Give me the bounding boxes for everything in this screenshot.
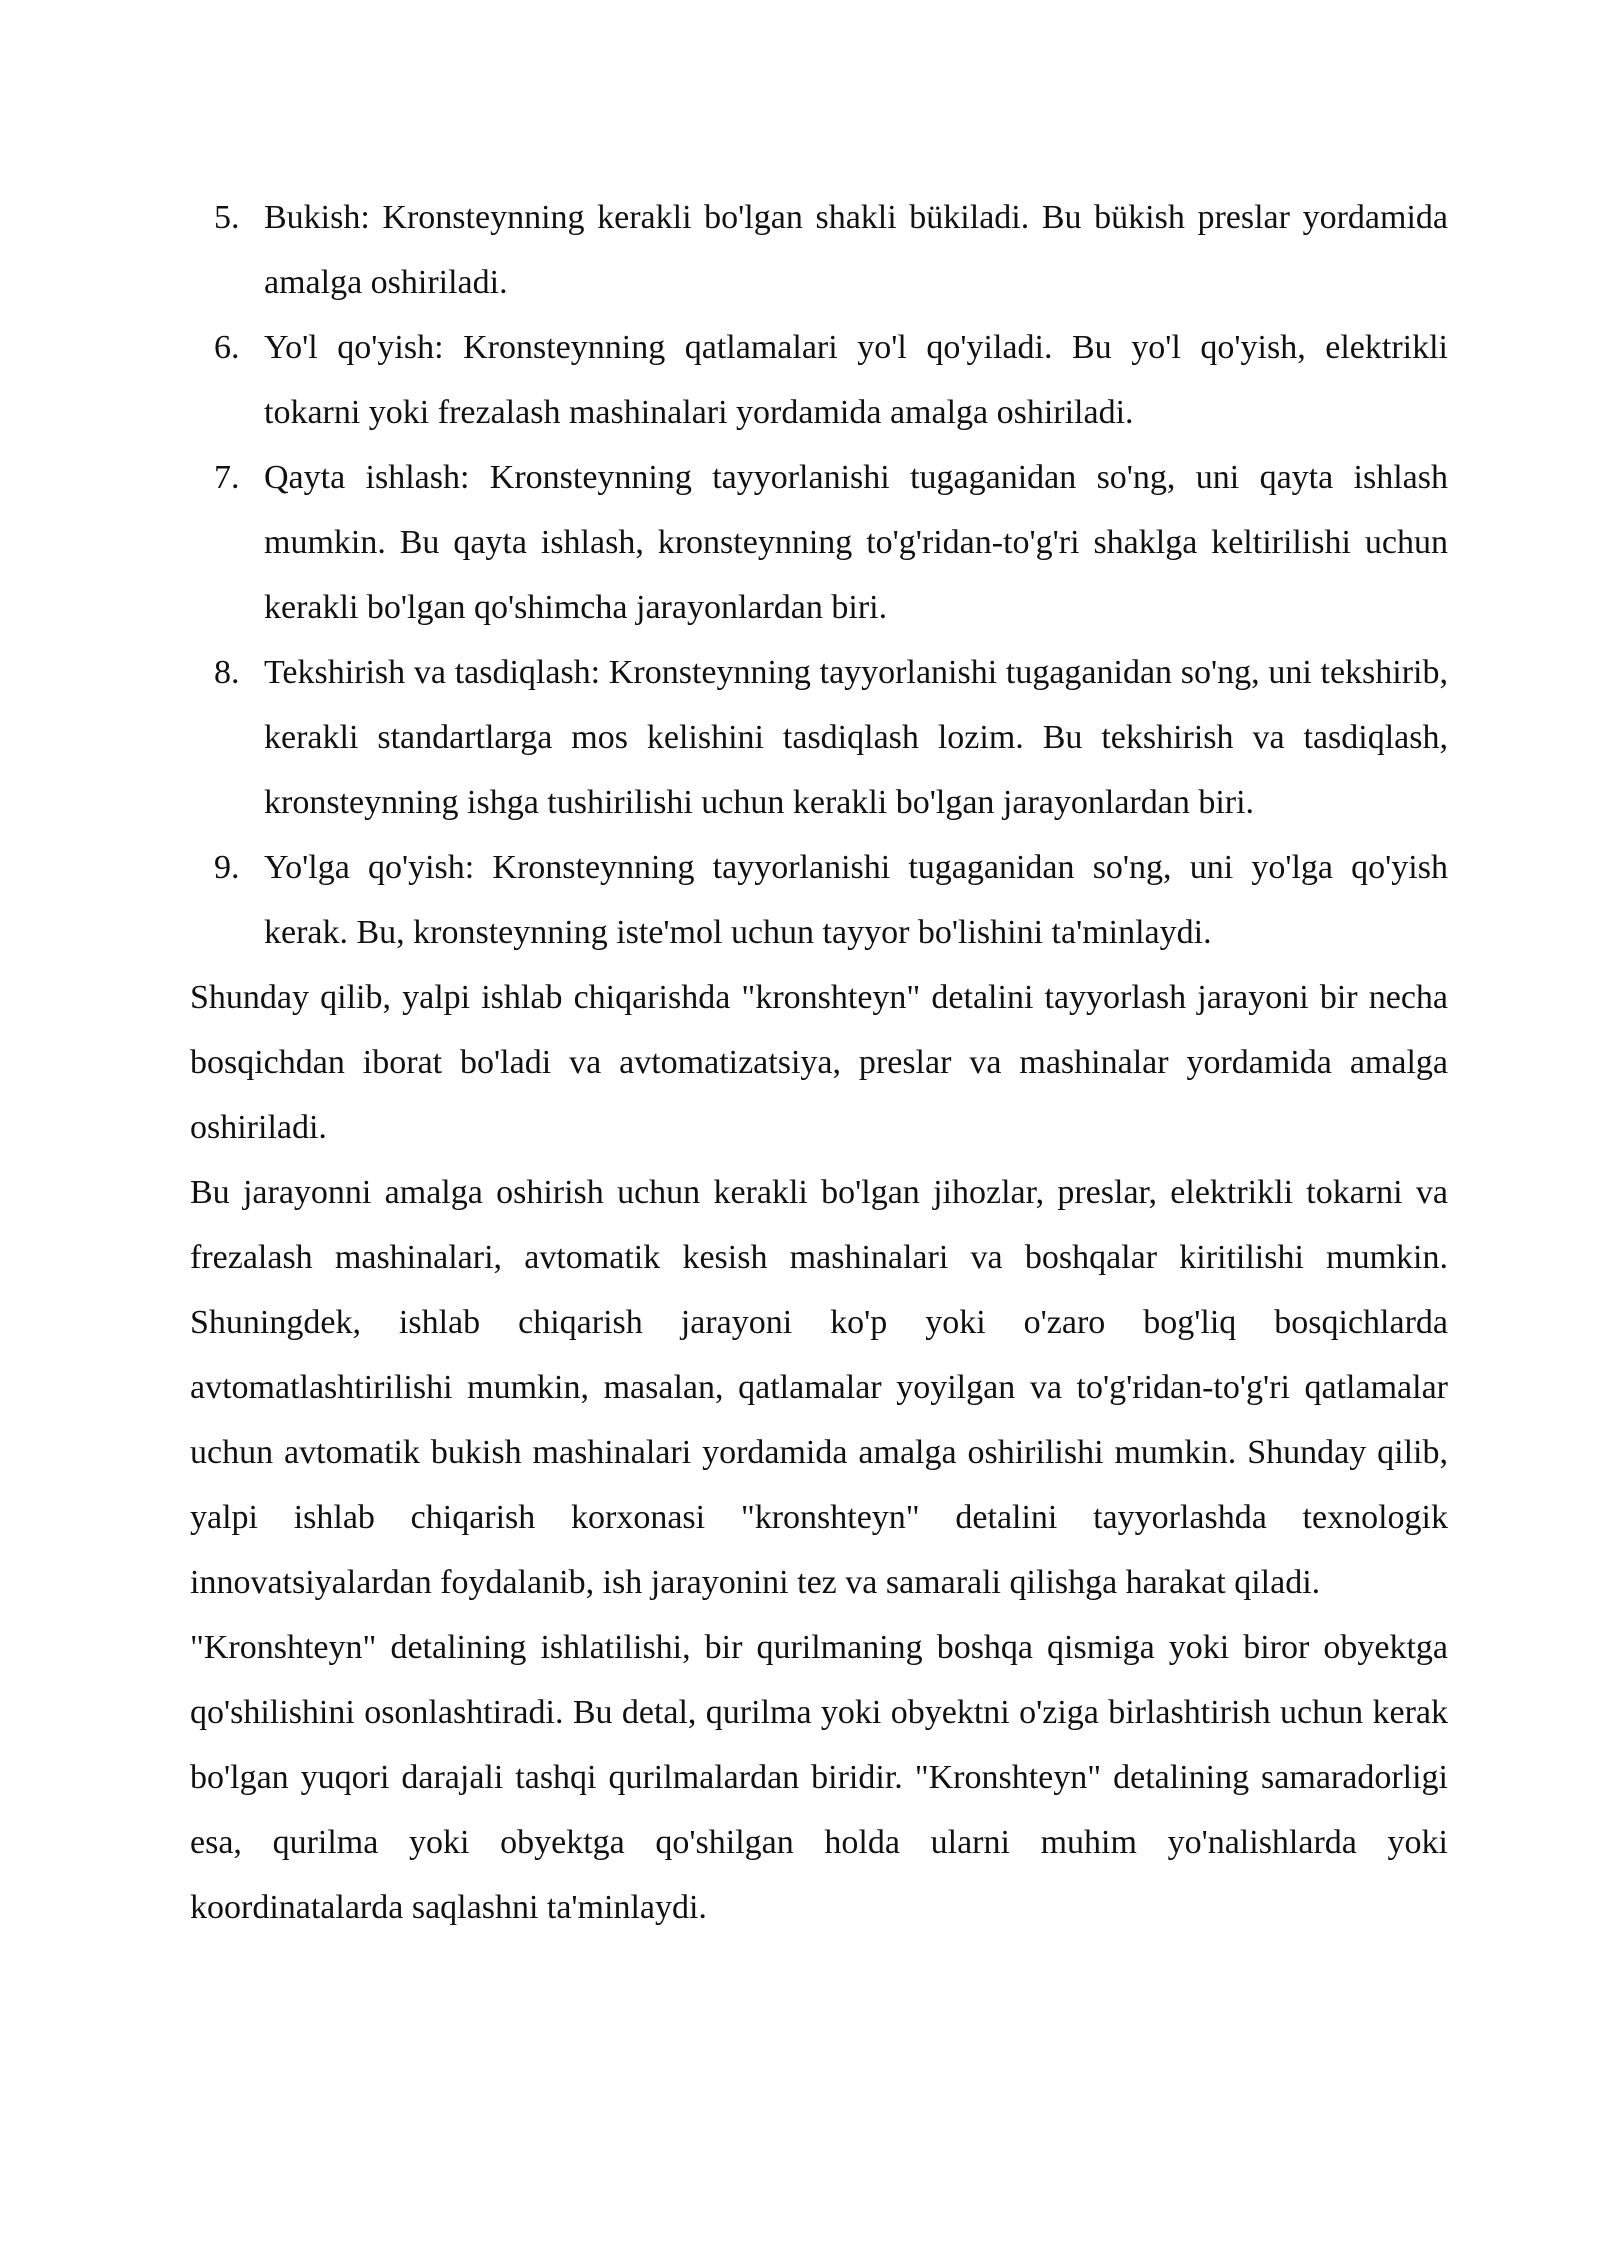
numbered-list	[190, 185, 1448, 965]
list-item	[190, 445, 1448, 640]
document-page	[190, 185, 1448, 1940]
list-item-number: 8.	[214, 654, 240, 691]
list-item-text: Tekshirish va tasdiqlash: Kronsteynning tayyorlanishi tugaganidan so'ng, uni tekshirib, kerakli standartlarga mos kelishini tasdiqlash lozim. Bu tekshirish va tasdiqlash, kronsteynning ishga tushirilishi uchun kerakli bo'lgan jarayonlardan biri.	[264, 654, 1448, 821]
list-item-text: Yo'lga qo'yish: Kronsteynning tayyorlanishi tugaganidan so'ng, uni yo'lga qo'yish kerak. Bu, kronsteynning iste'mol uchun tayyor bo'lishini ta'minlaydi.	[264, 849, 1448, 951]
list-item-text: Yo'l qo'yish: Kronsteynning qatlamalari yo'l qo'yiladi. Bu yo'l qo'yish, elektrikli tokarni yoki frezalash mashinalari yordamida amalga oshiriladi.	[264, 329, 1448, 431]
list-item-number: 5.	[214, 199, 240, 236]
list-item	[190, 315, 1448, 445]
list-item	[190, 835, 1448, 965]
list-item	[190, 185, 1448, 315]
body-paragraph-summary: Shunday qilib, yalpi ishlab chiqarishda "kronshteyn" detalini tayyorlash jarayoni bir necha bosqichdan iborat bo'ladi va avtomatizatsiya, preslar va mashinalar yordamida amalga oshiriladi.	[190, 979, 1448, 1146]
body-paragraph-usage: "Kronshteyn" detalining ishlatilishi, bir qurilmaning boshqa qismiga yoki biror obyektga qo'shilishini osonlashtiradi. Bu detal, qurilma yoki obyektni o'ziga birlashtirish uchun kerak bo'lgan yuqori darajali tashqi qurilmalardan biridir. "Kronshteyn" detalining samaradorligi esa, qurilma yoki obyektga qo'shilgan holda ularni muhim yo'nalishlarda yoki koordinatalarda saqlashni ta'minlaydi.	[190, 1629, 1448, 1926]
list-item-text: Qayta ishlash: Kronsteynning tayyorlanishi tugaganidan so'ng, uni qayta ishlash mumkin. Bu qayta ishlash, kronsteynning to'g'ridan-to'g'ri shaklga keltirilishi uchun kerakli bo'lgan qo'shimcha jarayonlardan biri.	[264, 459, 1448, 626]
list-item	[190, 640, 1448, 835]
list-item-number: 7.	[214, 459, 240, 496]
list-item-number: 9.	[214, 849, 240, 886]
list-item-text: Bukish: Kronsteynning kerakli bo'lgan shakli bükiladi. Bu bükish preslar yordamida amalga oshiriladi.	[264, 199, 1448, 301]
body-paragraph-equipment: Bu jarayonni amalga oshirish uchun kerakli bo'lgan jihozlar, preslar, elektrikli tokarni va frezalash mashinalari, avtomatik kesish mashinalari va boshqalar kiritilishi mumkin. Shuningdek, ishlab chiqarish jarayoni ko'p yoki o'zaro bog'liq bosqichlarda avtomatlashtirilishi mumkin, masalan, qatlamalar yoyilgan va to'g'ridan-to'g'ri qatlamalar uchun avtomatik bukish mashinalari yordamida amalga oshirilishi mumkin. Shunday qilib, yalpi ishlab chiqarish korxonasi "kronshteyn" detalini tayyorlashda texnologik innovatsiyalardan foydalanib, ish jarayonini tez va samarali qilishga harakat qiladi.	[190, 1174, 1448, 1601]
list-item-number: 6.	[214, 329, 240, 366]
